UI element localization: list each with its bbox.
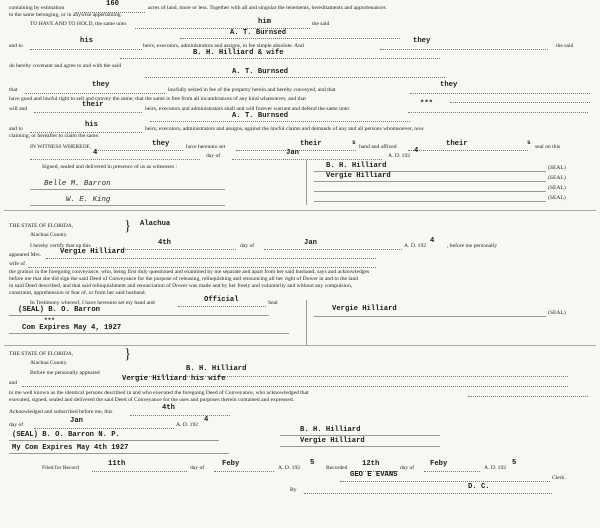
filed-month: Feby	[222, 460, 240, 468]
ack-month: Jan	[70, 417, 83, 425]
signature-1: B. H. Hilliard	[326, 162, 387, 170]
seal-label-1: (SEAL)	[548, 165, 566, 171]
deputy-clerk: D. C.	[468, 483, 490, 491]
state-brace-1: }	[124, 218, 132, 234]
witness-month: Jan	[286, 149, 299, 157]
notary-marks: ***	[44, 317, 55, 324]
acres-value: 160	[106, 0, 119, 8]
certify-ad: A. D. 192	[404, 243, 427, 249]
that-word: that	[9, 87, 18, 93]
before-appeared: Before me personally appeared	[30, 370, 100, 376]
seal-on-this: seal on this	[535, 144, 561, 150]
and-to-1: and to	[9, 43, 23, 49]
ack-signature-2: Vergie Hilliard	[300, 437, 365, 445]
day-of-2: day of	[240, 243, 255, 249]
county-line-2: Alachua County.	[30, 360, 68, 366]
filed-year: 5	[310, 459, 315, 467]
certify-day: 4th	[158, 239, 171, 247]
dower-body-4: constraint, apprehension or fear of, or from her said husband.	[9, 290, 147, 296]
witness-signature-2: W. E. King	[66, 196, 111, 204]
hand-and-affixed: hand and affixed	[359, 144, 397, 150]
filed-day: 11th	[108, 460, 126, 468]
signature-2: Vergie Hilliard	[326, 172, 391, 180]
seal-label-2: (SEAL)	[548, 175, 566, 181]
state-heading-2: THE STATE OF FLORIDA,	[9, 351, 74, 357]
official-word: Official	[204, 296, 239, 304]
ack-name-2: Vergie Hilliard his wife	[122, 375, 226, 383]
certify-month: Jan	[304, 239, 317, 247]
certify-line: I hereby certify that on this	[30, 243, 91, 249]
witness-signature-1: Belle M. Barron	[44, 180, 111, 188]
right-line: have good and lawful right to sell and convey the same; that the same is free from all incumbrances of any kind whatsoever, and that	[9, 96, 306, 102]
ack-signature-1: B. H. Hilliard	[300, 426, 361, 434]
ack-day: 4th	[162, 404, 175, 412]
warrant-line: heirs, executors and administrators shall and will forever warrant and defend the same unto	[145, 106, 350, 112]
witness-year: 4	[414, 147, 419, 155]
filed-ad: A. D. 192	[278, 465, 301, 471]
the-said-1: the said	[312, 21, 330, 27]
wife-signature: Vergie Hilliard	[332, 305, 397, 313]
witness-day: 4	[93, 149, 98, 157]
recorded-day: 12th	[362, 460, 380, 468]
filler-marks: ***	[420, 100, 433, 108]
and-to-2: and to	[9, 126, 23, 132]
heirs-claims: heirs, executors, administrators and assigns, against the lawful claims and demands of any and all persons whomsoever, now	[145, 126, 424, 132]
the-said-2: the said	[556, 43, 574, 49]
commission-expires-1: Com Expires May 4, 1927	[22, 324, 122, 332]
seal-label-3: (SEAL)	[548, 185, 566, 191]
recorded-label: Recorded	[326, 465, 348, 471]
witness-whereof: IN WITNESS WHEREOF,	[30, 144, 91, 150]
clerk-name: GEO E EVANS	[350, 471, 398, 479]
hand-suffix: s	[352, 139, 356, 146]
signed-sealed: Signed, sealed and delivered in presence of us as witnesses :	[42, 164, 177, 170]
before-me: , before me personally	[447, 243, 498, 249]
day-of-5: day of	[400, 465, 415, 471]
acres-tail: acres of land, more or less. Together with all and singular the tenements, hereditaments and appurtenances	[148, 5, 386, 11]
seal-word: Seal	[268, 300, 278, 306]
grantee-name-3: A. T. Burnsed	[232, 112, 289, 120]
witness-ad: A. D. 192	[388, 153, 411, 159]
they-4: they	[152, 140, 170, 148]
ack-subscribed: Acknowledged and subscribed before me, this	[9, 409, 113, 415]
county-line-1: Alachua County.	[30, 232, 68, 238]
testimony-line: In Testimony whereof, I have hereunto set my hand and	[30, 300, 155, 306]
belonging-line: to the same belonging, or in anywise appertaining.	[9, 12, 122, 18]
their-2: their	[300, 140, 322, 148]
day-of-1: day of	[206, 153, 221, 159]
notary-seal-1: (SEAL) B. O. Barron	[18, 306, 100, 314]
they-3: they	[440, 81, 458, 89]
seal-label-5: (SEAL)	[548, 310, 566, 316]
filed-for-record: Filed for Record	[42, 465, 79, 471]
their-1: their	[82, 101, 104, 109]
by-label: By	[290, 487, 297, 493]
habendum-him: him	[258, 18, 271, 26]
wife-name: Vergie Hilliard	[60, 248, 125, 256]
will-and: will and	[9, 106, 28, 112]
habendum: TO HAVE AND TO HOLD, the same unto	[30, 21, 127, 27]
recorded-year: 5	[512, 459, 517, 467]
recorded-ad: A. D. 192	[484, 465, 507, 471]
state-heading-1: THE STATE OF FLORIDA,	[9, 223, 74, 229]
ack-ad: A. D. 192	[176, 422, 199, 428]
commission-expires-2: My Com Expires May 4th 1927	[12, 444, 129, 452]
grantor-names: B. H. Hilliard & wife	[193, 49, 284, 57]
known-line-2: executed, signed, sealed and delivered the said Deed of Conveyance for the uses and purposes therein contained and expressed.	[9, 397, 295, 403]
and-word: and	[9, 380, 18, 386]
claiming-line: claiming, or hereafter to claim the same.	[9, 133, 100, 139]
state-brace-2: }	[124, 346, 132, 362]
they-1: they	[413, 37, 431, 45]
appeared-mrs: appeared Mrs.	[9, 252, 41, 258]
known-line-1: to me well known as the identical persons described in and who executed the foregoing Deed of Conveyance, who acknowledged that	[9, 390, 309, 396]
heirs-fee-simple: heirs, executors, administrators and assigns, in fee simple absolute. And	[143, 43, 304, 49]
ack-name-1: B. H. Hilliard	[186, 365, 247, 373]
seal-label-4: (SEAL)	[548, 195, 566, 201]
have-hereunto: have hereunto set	[186, 144, 226, 150]
dower-body-1: the grantor in the foregoing conveyance, who, being first duly questioned and examined by me separate and apart from her said husband, says and acknowledges	[9, 269, 370, 275]
they-2: they	[92, 81, 110, 89]
notary-seal-2: (SEAL) B. O. Barron N. P.	[12, 431, 120, 439]
ack-year: 4	[204, 416, 209, 424]
county-name-typed: Alachua	[140, 220, 171, 228]
dower-body-2: before me that she did sign the said Deed of Conveyance for the purpose of releasing, relinquishing and renouncing all her right of Dower in and to the land	[9, 276, 359, 282]
his-2: his	[85, 121, 98, 129]
grantee-name-1: A. T. Burnsed	[230, 29, 287, 37]
acres-lead: containing by estimation	[9, 5, 65, 11]
grantee-name-2: A. T. Burnsed	[232, 68, 289, 76]
seal-suffix: s	[527, 139, 531, 146]
seized-line: lawfully seized in fee of the property herein and hereby conveyed, and that	[168, 87, 336, 93]
dower-body-3: in said Deed described, and that said relinquishment and renunciation of Dower was made and by her freely and voluntarily and without any compulsion,	[9, 283, 353, 289]
day-of-3: day of	[9, 422, 24, 428]
recorded-month: Feby	[430, 460, 448, 468]
their-3: their	[446, 140, 468, 148]
wife-of: wife of	[9, 261, 25, 267]
clerk-label: Clerk.	[552, 475, 566, 481]
certify-year: 4	[430, 237, 435, 245]
covenant-line: do hereby covenant and agree to and with the said	[9, 63, 121, 69]
his-1: his	[80, 37, 93, 45]
day-of-4: day of	[190, 465, 205, 471]
